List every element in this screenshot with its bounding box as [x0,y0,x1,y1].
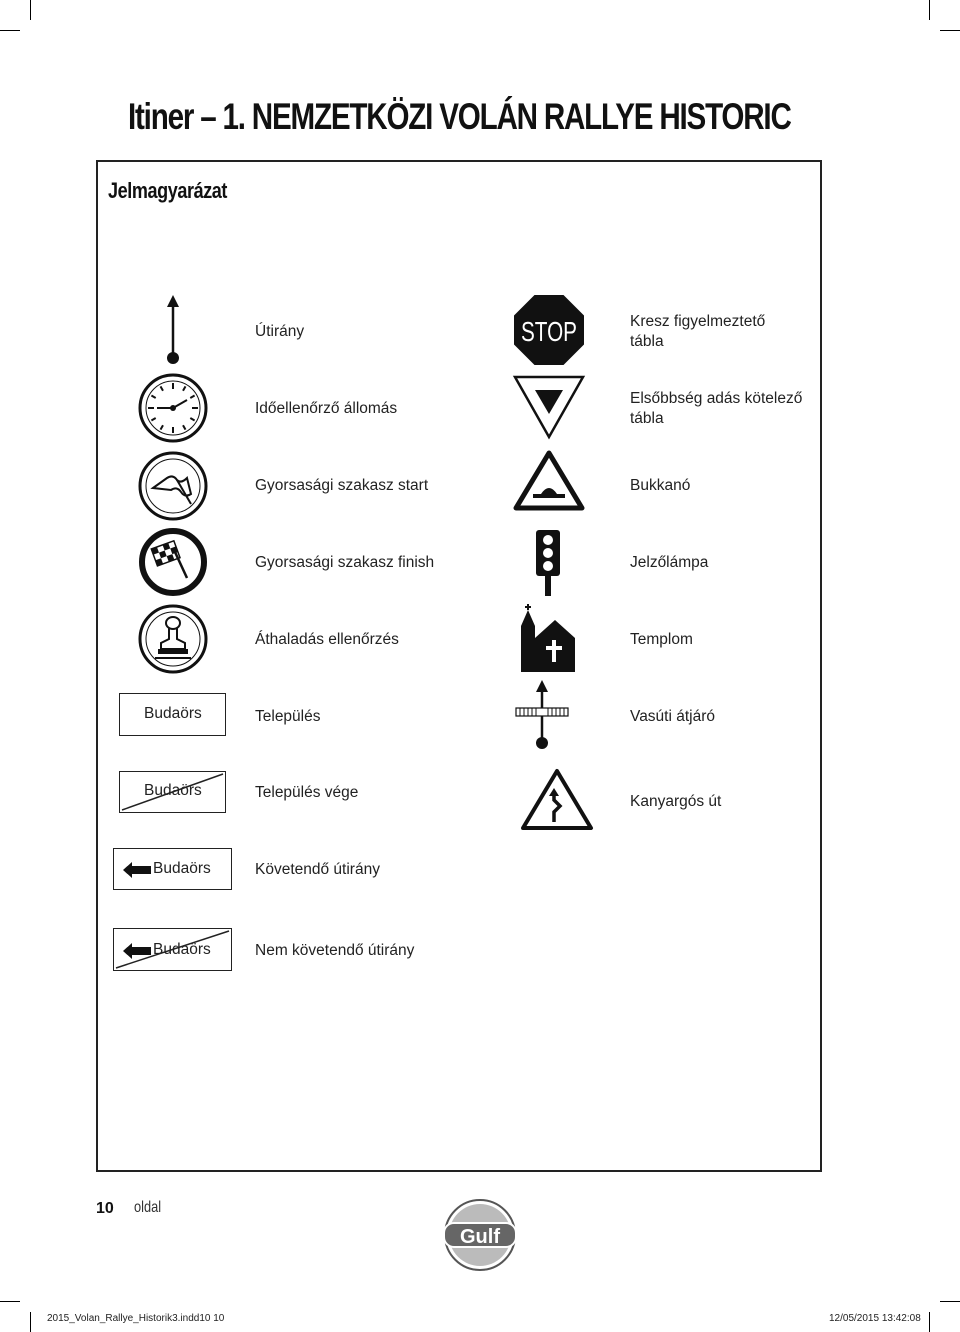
stop-sign-icon [514,295,584,365]
direction-sign-icon [113,848,232,890]
stop-text: STOP [521,316,577,347]
legend-label: Kanyargós út [630,793,722,810]
gulf-logo-text: Gulf [460,1226,500,1248]
legend-heading: Jelmagyarázat [108,178,228,203]
crop-mark [929,0,930,20]
legend-label: Templom [630,631,693,648]
footer-file: 2015_Volan_Rallye_Historik3.indd10 10 [47,1313,225,1324]
legend-label: Útirány [255,323,305,340]
footer-timestamp: 12/05/2015 13:42:08 [829,1313,921,1324]
crop-mark [929,1312,930,1332]
crossed-direction-sign-icon [113,928,232,971]
arrow-up-icon [160,295,186,365]
crop-mark [30,0,31,20]
crop-mark [940,30,960,31]
legend-label: Elsőbbség adás kötelező [630,390,803,407]
legend-label: Település vége [255,784,359,801]
strike-line [120,772,225,812]
strike-line [114,929,231,970]
town-name: Budaörs [153,860,211,877]
town-name: Budaörs [144,705,202,722]
legend-label: Áthaladás ellenőrzés [255,631,399,648]
railway-crossing-icon [514,680,570,750]
page-title: Itiner – 1. NEMZETKÖZI VOLÁN RALLYE HISTORIC [128,96,791,137]
yield-sign-icon [513,375,585,439]
legend-label: Gyorsasági szakasz finish [255,554,435,571]
town-name: Budaörs [153,941,211,958]
legend-label: Gyorsasági szakasz start [255,477,429,494]
legend-label: tábla [630,410,664,427]
legend-label: Kresz figyelmeztető [630,313,766,330]
page-word: oldal [134,1199,162,1216]
church-icon [519,604,577,672]
crop-mark [0,30,20,31]
checkered-flag-icon [137,526,209,598]
curvy-road-sign-icon [520,768,594,832]
legend-label: tábla [630,333,664,350]
bump-sign-icon [513,450,585,512]
gulf-logo [443,1199,517,1271]
legend-label: Bukkanó [630,477,691,494]
crop-mark [940,1301,960,1302]
legend-label: Időellenőrző állomás [255,400,398,417]
town-end-sign-icon [119,771,226,813]
traffic-light-icon [532,530,564,596]
legend-label: Nem követendő útirány [255,942,415,959]
legend-label: Vasúti átjáró [630,708,716,725]
town-sign-icon [119,693,226,736]
legend-label: Követendő útirány [255,861,380,878]
legend-label: Jelzőlámpa [630,554,709,571]
crop-mark [0,1301,20,1302]
page-number: 10 [96,1200,114,1217]
clock-icon [137,372,209,444]
start-flag-icon [137,450,209,522]
left-arrow-icon [123,862,151,878]
stamp-icon [137,603,209,675]
crop-mark [30,1312,31,1332]
town-name: Budaörs [144,782,202,799]
legend-label: Település [255,708,321,725]
